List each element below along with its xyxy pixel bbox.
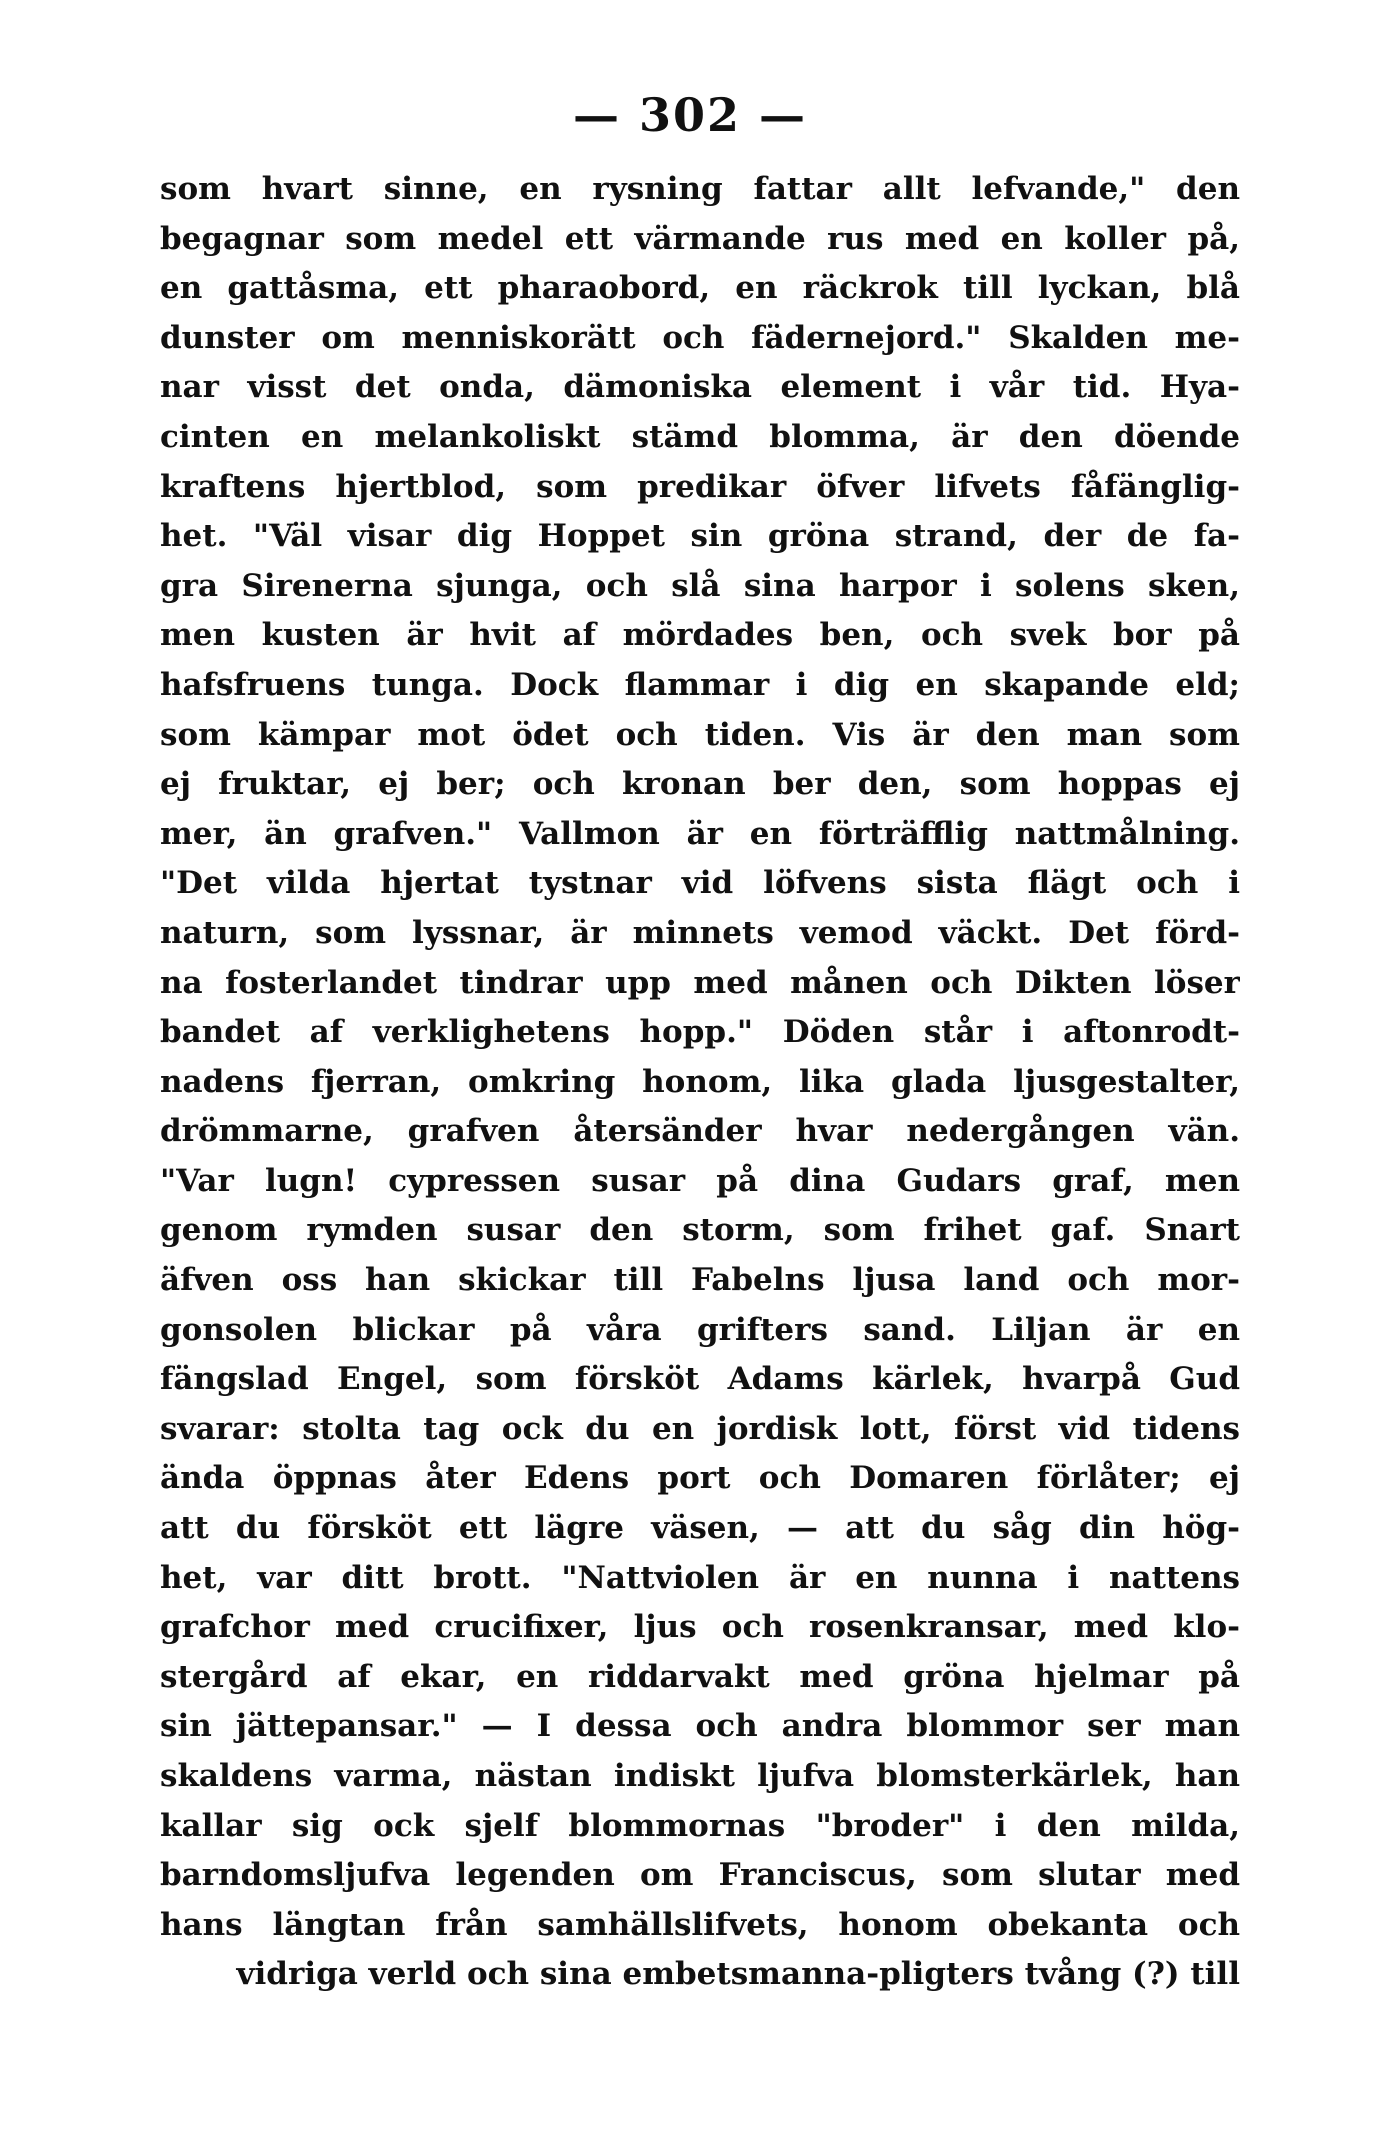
text-line: barndomsljufva legenden om Franciscus, som slutar med <box>160 1857 1240 1894</box>
text-line: bandet af verklighetens hopp." Döden står i aftonrodt- <box>160 1014 1240 1051</box>
text-line: nar visst det onda, dämoniska element i vår tid. Hya- <box>160 369 1240 406</box>
text-line: cinten en melankoliskt stämd blomma, är den döende <box>160 418 1240 455</box>
text-line: mer, än grafven." Vallmon är en förträfflig nattmålning. <box>160 815 1240 852</box>
text-line: begagnar som medel ett värmande rus med en koller på, <box>160 220 1240 257</box>
text-line: "Det vilda hjertat tystnar vid löfvens sista flägt och i <box>160 865 1240 902</box>
text-line: äfven oss han skickar till Fabelns ljusa land och mor- <box>160 1262 1240 1299</box>
text-line: sin jättepansar." — I dessa och andra blommor ser man <box>160 1708 1240 1745</box>
text-line: vidriga verld och sina embetsmanna-pligters tvång (?) till <box>236 1956 1240 1993</box>
text-line: ej fruktar, ej ber; och kronan ber den, som hoppas ej <box>160 766 1240 803</box>
text-line: att du försköt ett lägre väsen, — att du såg din hög- <box>160 1510 1240 1547</box>
body-text <box>160 165 1240 2000</box>
text-line: skaldens varma, nästan indiskt ljufva blomsterkärlek, han <box>160 1758 1240 1794</box>
text-line: genom rymden susar den storm, som frihet gaf. Snart <box>160 1212 1240 1249</box>
text-line: en gattåsma, ett pharaobord, en räckrok till lyckan, blå <box>160 270 1240 307</box>
text-line: "Var lugn! cypressen susar på dina Gudars graf, men <box>160 1162 1240 1199</box>
text-line: gra Sirenerna sjunga, och slå sina harpor i solens sken, <box>160 567 1240 604</box>
text-line: kallar sig ock sjelf blommornas "broder" i den milda, <box>160 1807 1240 1844</box>
text-line: drömmarne, grafven återsänder hvar nedergången vän. <box>160 1113 1240 1150</box>
text-line: nadens fjerran, omkring honom, lika glada ljusgestalter, <box>160 1063 1240 1100</box>
text-line: grafchor med crucifixer, ljus och rosenkransar, med klo- <box>160 1609 1240 1646</box>
text-line: stergård af ekar, en riddarvakt med gröna hjelmar på <box>160 1658 1240 1695</box>
page-number: — 302 — <box>572 88 808 142</box>
text-line: gonsolen blickar på våra grifters sand. Liljan är en <box>160 1311 1240 1348</box>
text-line: men kusten är hvit af mördades ben, och svek bor på <box>160 617 1240 654</box>
text-line: het. "Väl visar dig Hoppet sin gröna strand, der de fa- <box>160 518 1240 555</box>
text-line: het, var ditt brott. "Nattviolen är en nunna i nattens <box>160 1559 1240 1596</box>
text-line: na fosterlandet tindrar upp med månen och Dikten löser <box>160 964 1240 1001</box>
text-line: som hvart sinne, en rysning fattar allt lefvande," den <box>160 171 1240 207</box>
text-line: dunster om menniskorätt och fädernejord." Skalden me- <box>160 319 1240 356</box>
text-line: hafsfruens tunga. Dock flammar i dig en skapande eld; <box>160 666 1240 703</box>
text-line: fängslad Engel, som försköt Adams kärlek, hvarpå Gud <box>160 1361 1240 1398</box>
text-line: kraftens hjertblod, som predikar öfver lifvets fåfänglig- <box>160 468 1240 505</box>
text-line: ända öppnas åter Edens port och Domaren förlåter; ej <box>160 1460 1240 1497</box>
text-line: svarar: stolta tag ock du en jordisk lott, först vid tidens <box>160 1410 1240 1447</box>
text-line: naturn, som lyssnar, är minnets vemod väckt. Det förd- <box>160 914 1240 951</box>
text-line: hans längtan från samhällslifvets, honom obekanta och <box>160 1906 1240 1943</box>
text-line: som kämpar mot ödet och tiden. Vis är den man som <box>160 716 1240 753</box>
